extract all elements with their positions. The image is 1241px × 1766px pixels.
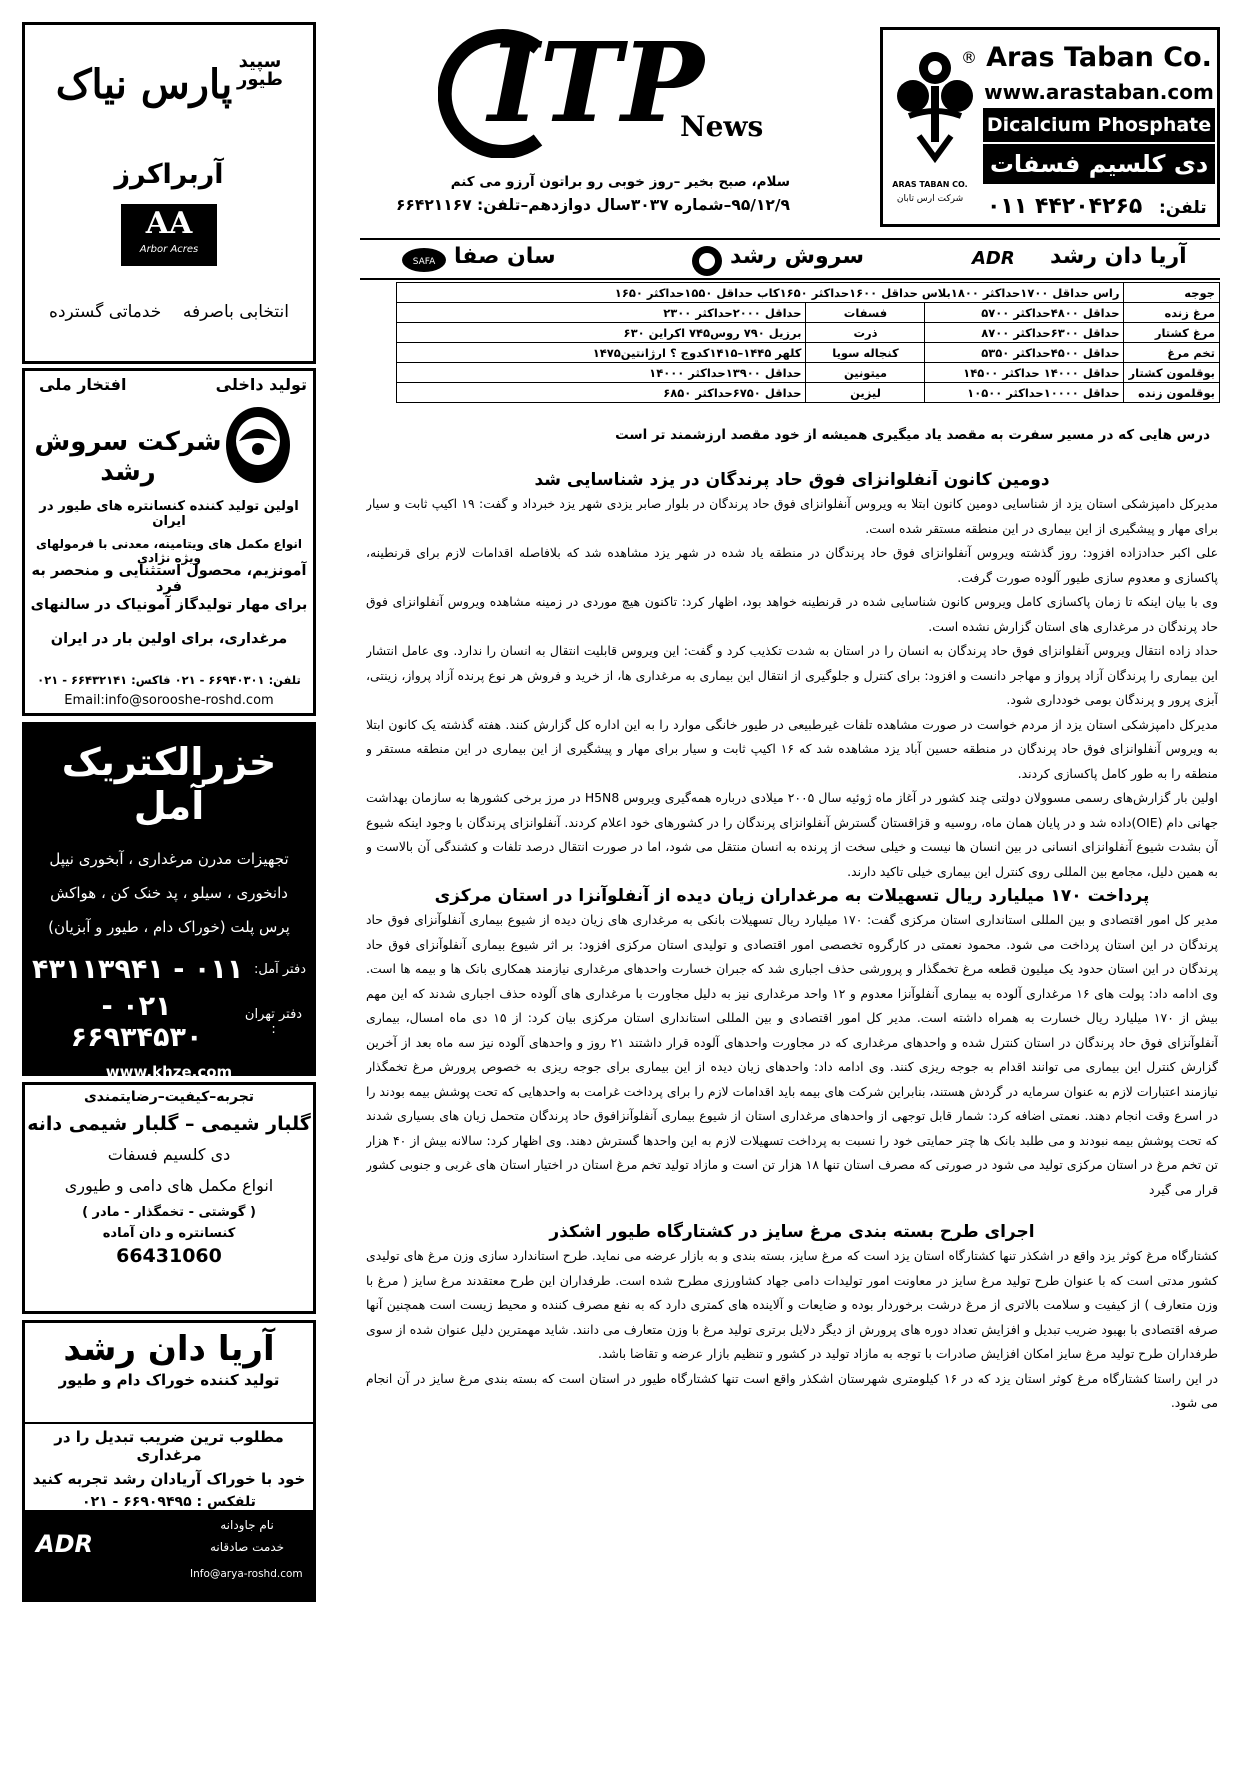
article-paragraph: کشتارگاه مرغ کوثر یزد واقع در اشکذر تنها کشتارگاه استان یزد است که مرغ سایز، بسته بندی و به بازار عرضه می نماید. طرح استاندارد سازی وزن مرغ های تولیدی کشور مدتی است که با عنوان طرح تولید مرغ سایز در معاونت امور تولیدات دامی جهاد کشاورزی مطرح شده است. طرفداران این طرح معتقدند مرغ سایز ( مرغ با وزن متعارف ) از کیفیت و سلامت بالاتری از مرغ درشت برخوردار بوده و ضایعات و آلاینده های کمتری دارد که به نفع مصرف کننده و محیط زیست است همچنین آنها صرفه اقتصادی با بهبود ضریب تبدیل و افزایش تعداد دوره های پرورش از دیگر دلایل برتری تولید مرغ با وزن متعارف می دانند. شاید مهمترین دلیل عنوان شده از سوی طرفداران طرح تولید مرغ سایز امکان افزایش صادرات با توجه به مازاد تولید در کشور و تنظیم بازار عرضه و تقاضا باشد. — [366, 1248, 1218, 1361]
ad-aras-taban — [880, 27, 1220, 227]
khazar-tehran-phone: ۰۲۱ - ۶۶۹۳۴۵۳۰ — [70, 991, 203, 1053]
price-row-category: لیزین — [806, 383, 925, 403]
ad-arya-dan-roshd — [22, 1320, 316, 1422]
itp-logo-sub: News — [680, 110, 764, 143]
sponsor-bar — [360, 238, 1220, 280]
article-markazi-loans — [366, 886, 1218, 1202]
soroush-line2: آمونزیم، محصول استثنایی و منحصر به فرد — [31, 563, 307, 595]
khazar-line3: پرس پلت (خوراک دام ، طیور و آبزیان) — [48, 918, 290, 936]
sun-safa-icon — [400, 246, 448, 274]
soroush-top-left: افتخار ملی — [39, 375, 127, 394]
ad-khazar-electric — [22, 722, 316, 1081]
khazar-amol-row — [22, 954, 316, 985]
golbar-line4: کنسانتره و دان آماده — [102, 1226, 236, 1241]
aras-registered: ® — [961, 48, 977, 67]
article-paragraph: اولین بار گزارش‌های رسمی مسوولان دولتی چند کشور در آغاز ماه ژوئیه سال ۲۰۰۵ میلادی درباره همه‌گیری ویروس H5N8 در مرز برخی کشورها به سازمان بهداشت جهانی دام (OIE)داده شد و در پایان همان ماه، روسیه و قزاقستان گسترش آنفلوانزای پرندگان را در کشورهای خود اعلام کردند. آنفلوانزای پرندگان با وجود اینکه شیوع آن بشدت شیوع آنفلوانزای انسانی در بین انسان ها نیست و خیلی سخت از پرنده به انسان منتقل می شود، اما در صورت انتقال درصد تلفات و کشندگی آن بالاست و به همین دلیل، مجامع بین المللی روی کنترل این بیماری خیلی تاکید دارند. — [366, 790, 1218, 879]
price-row — [397, 343, 1220, 363]
price-row-category: کنجاله سویا — [806, 343, 925, 363]
golbar-line1: دی کلسیم فسفات — [107, 1145, 231, 1164]
quote: درس هایی که در مسیر سفرت به مقصد یاد میگیری همیشه از خود مقصد ارزشمند تر است — [615, 427, 1210, 443]
soroush-top-right: تولید داخلی — [215, 375, 307, 394]
price-row-category-value: حداقل ۱۳۹۰۰حداکثر ۱۴۰۰۰ — [397, 363, 806, 383]
price-row-range: حداقل ۱۴۰۰۰ حداکثر ۱۴۵۰۰ — [925, 363, 1124, 383]
price-row-range: حداقل ۱۰۰۰۰حداکثر ۱۰۵۰۰ — [925, 383, 1124, 403]
arya-email[interactable]: Info@arya-roshd.com — [190, 1568, 303, 1580]
price-row-label: مرغ کشتار — [1124, 323, 1220, 343]
aras-product-fa: دی کلسیم فسفات — [983, 144, 1215, 184]
price-row — [397, 323, 1220, 343]
article-bird-flu-yazd — [366, 470, 1218, 884]
sponsor-sun-safa: سان صفا — [454, 244, 556, 269]
price-row-text: راس حداقل ۱۷۰۰حداکثر ۱۸۰۰بلاس حداقل ۱۶۰۰حداکثر ۱۶۵۰کاب حداقل ۱۵۵۰حداکثر ۱۶۵۰ — [397, 283, 1124, 303]
price-row — [397, 283, 1220, 303]
pars-niak-logo — [25, 25, 313, 115]
khazar-amol-label: دفتر آمل: — [253, 962, 306, 977]
price-row — [397, 383, 1220, 403]
arya-note2: خدمت صادقانه — [209, 1540, 285, 1554]
article-paragraph: حداد زاده انتقال ویروس آنفلوانزای فوق حاد پرندگان به انسان را در استان به شدت تکذیب کرد و گفت: این ویروس قابلیت انتقال به انسان را ندارد. وی عامل انتشار این بیماری را پرندگان آزاد پرواز و مهاجر دانست و افزود: برای کنترل و جلوگیری از انتقال این بیماری به مرغداری ها، از خرید و فروش هر نوع پرنده آزاد پرواز، زینتی، آبزی پرور و پرندگان بومی خودداری شود. — [366, 643, 1218, 707]
price-table — [396, 282, 1220, 403]
arya-slogan-box — [22, 1422, 316, 1510]
soroush-logo-icon — [223, 405, 293, 489]
soroush-email[interactable]: Email:info@sorooshe-roshd.com — [64, 693, 274, 708]
adr-small-logo: ADR — [972, 248, 1015, 269]
price-row-label: مرغ زنده — [1124, 303, 1220, 323]
price-row-range: حداقل ۴۸۰۰حداکثر ۵۷۰۰ — [925, 303, 1124, 323]
article-paragraph: مدیرکل دامپزشکی استان یزد از شناسایی دومین کانون ابتلا به ویروس آنفلوانزای فوق حاد پرندگان در بلوار صابر یزدی شهر یزد خبرداد و گفت: ۱۹ اکیپ ثابت و سیار برای مهار و پیشگیری از این بیماری در این منطقه مستقر شده است. — [366, 496, 1218, 536]
price-row-range: حداقل ۴۵۰۰حداکثر ۵۳۵۰ — [925, 343, 1124, 363]
aras-product-en: Dicalcium Phosphate — [983, 108, 1215, 142]
ad-pars-niak — [22, 22, 316, 364]
adr-logo: ADR — [36, 1530, 93, 1558]
article-title: اجرای طرح بسته بندی مرغ سایز در کشتارگاه طیور اشکذر — [549, 1222, 1035, 1242]
arya-note1: نام جاودانه — [220, 1518, 274, 1532]
soroush-line3: برای مهار تولیدگاز آمونیاک در سالنهای — [30, 597, 308, 613]
soroush-small-icon — [690, 244, 724, 278]
price-row-category: میتونین — [806, 363, 925, 383]
khazar-web[interactable]: www.khze.com — [105, 1063, 233, 1081]
price-row — [397, 363, 1220, 383]
golbar-line2: انواع مکمل های دامی و طیوری — [64, 1176, 274, 1195]
price-row-category: فسفات — [806, 303, 925, 323]
price-row-range: حداقل ۶۳۰۰حداکثر ۸۷۰۰ — [925, 323, 1124, 343]
aras-phone: ۰۱۱ ۴۴۲۰۴۲۶۵ — [987, 194, 1143, 219]
golbar-slogan: تجربه–کیفیت–رضایتمندی — [83, 1089, 255, 1105]
aras-logo-caption-fa: شرکت ارس تابان — [896, 194, 964, 204]
price-row-category-value: کلهر ۱۴۴۵–۱۴۱۵کدوج ؟ ارژانتین۱۴۷۵ — [397, 343, 806, 363]
article-paragraph: علی اکبر حدادزاده افزود: روز گذشته ویروس آنفلوانزای فوق حاد پرندگان در منطقه یاد شده در شهر یزد مشاهده شد که بلافاصله اقدامات لازم برای قرنطینه، پاکسازی و معدوم سازی طیور آلوده صورت گرفت. — [366, 545, 1218, 585]
khazar-amol-phone: ۰۱۱ - ۴۳۱۱۳۹۴۱ — [32, 954, 244, 985]
pars-niak-brand: پارس نیاک — [55, 61, 233, 108]
arbor-acres-logo — [121, 204, 217, 266]
soroush-line1: انواع مکمل های ویتامینه، معدنی با فرمولهای ویژه نژادی — [36, 537, 302, 565]
arya-footer — [22, 1510, 316, 1602]
article-title: پرداخت ۱۷۰ میلیارد ریال تسهیلات به مرغداران زیان دیده از آنفلوآنزا در استان مرکزی — [434, 886, 1150, 906]
pars-niak-tagline: انتخابی باصرفه خدماتی گسترده — [49, 302, 289, 322]
arbor-acres-logo-text: Arbor Acres — [139, 244, 199, 255]
sun-safa-logo-text: SAFA — [412, 257, 436, 267]
khazar-tehran-label: دفتر تهران : — [244, 1007, 303, 1037]
arya-line1: مطلوب ترین ضریب تبدیل را در مرغداری — [54, 1428, 284, 1464]
soroush-phone: تلفن: ۶۶۹۴۰۳۰۱ - ۰۲۱ فاکس: ۶۶۴۳۲۱۴۱ - ۰۲۱ — [37, 673, 301, 687]
arya-line2: خود با خوراک آریادان رشد تجربه کنید — [32, 1470, 306, 1488]
article-paragraph: وی با بیان اینکه تا زمان پاکسازی کامل ویروس کانون شناسایی شده در قرنطینه خواهد بود، اظهار کرد: تاکنون هیچ موردی در زمینه مشاهده ویروس آنفلوانزای فوق حاد پرندگان در مرغداری های استان گزارش نشده است. — [366, 594, 1218, 634]
masthead — [395, 18, 790, 214]
articles-column — [366, 470, 1218, 1732]
aras-company: Aras Taban Co. — [986, 42, 1212, 73]
itp-logo-text: ITP — [488, 18, 705, 147]
price-row-category: ذرت — [806, 323, 925, 343]
soroush-company: شرکت سروش رشد — [34, 427, 222, 487]
arya-phone: تلفکس : ۶۶۹۰۹۴۹۵ - ۰۲۱ — [82, 1494, 256, 1510]
price-row-category-value: برزیل ۷۹۰ روس۷۴۵ اکراین ۶۳۰ — [397, 323, 806, 343]
price-row-label: تخم مرغ — [1124, 343, 1220, 363]
khazar-line1: تجهیزات مدرن مرغداری ، آبخوری نیپل — [49, 850, 289, 868]
khazar-line2: دانخوری ، سیلو ، پد خنک کن ، هواکش — [50, 884, 288, 902]
price-row-category-value: حداقل ۶۷۵۰حداکثر ۶۸۵۰ — [397, 383, 806, 403]
article-paragraph: در این راستا کشتارگاه مرغ کوثر استان یزد که در ۱۶ کیلومتری شهرستان اشکذر واقع است تنها کشتارگاه طیور در استان است که بسته بندی مرغ سایز در آن انجام می شود. — [366, 1370, 1218, 1410]
aras-logo-caption-en: ARAS TABAN CO. — [892, 180, 968, 189]
golbar-title: گلبار شیمی – گلبار شیمی دانه — [27, 1113, 311, 1135]
article-paragraph: مدیرکل دامپزشکی استان یزد از مردم خواست در صورت مشاهده تلفات غیرطبیعی در طیور خانگی موارد را به این اداره کل گزارش کنند. هفته گذشته یک کانون ابتلا به ویروس آنفلوانزای فوق حاد پرندگان در منطقه حسین آباد یزد مشاهده شد که ۱۶ اکیپ ثابت و سیار برای مهار و پیشگیری از این بیماری در این منطقه مستقر و منطقه را به طور کامل پاکسازی کردند. — [366, 716, 1218, 781]
golbar-line3: ( گوشتی - تخمگذار - مادر ) — [82, 1205, 256, 1220]
ad-golbar-shimi — [22, 1082, 316, 1314]
aa-glyph: AA — [145, 206, 193, 241]
article-title: دومین کانون آنفلوانزای فوق حاد پرندگان در یزد شناسایی شد — [534, 470, 1050, 490]
price-row-label: بوقلمون کشتار — [1124, 363, 1220, 383]
sponsor-soroush: سروش رشد — [730, 244, 865, 269]
pars-niak-brand-small: سپید طیور — [237, 51, 283, 90]
price-row-category-value: حداقل ۲۰۰۰حداکثر ۲۳۰۰ — [397, 303, 806, 323]
arya-title: آریا دان رشد — [63, 1329, 275, 1369]
golbar-phone: 66431060 — [116, 1245, 222, 1267]
soroush-line4: مرغداری، برای اولین بار در ایران — [50, 631, 288, 647]
article-ashkezar-packaging — [366, 1222, 1218, 1416]
price-row — [397, 303, 1220, 323]
price-row-label: بوقلمون زنده — [1124, 383, 1220, 403]
aras-phone-label: تلفن: — [1159, 198, 1207, 218]
sponsor-arya: آریا دان رشد — [1050, 244, 1187, 269]
price-row-label: جوجه — [1124, 283, 1220, 303]
aras-web[interactable]: www.arastaban.com — [984, 80, 1214, 104]
masthead-issue: ۹۵/۱۲/۹–شماره ۳۰۳۷سال دوازدهم–تلفن: ۶۶۴۲۱۱۶۷ — [395, 196, 790, 214]
masthead-greeting: سلام، صبح بخیر –روز خوبی رو براتون آرزو می کنم — [450, 174, 790, 190]
article-paragraph: مدیر کل امور اقتصادی و بین المللی استانداری استان مرکزی گفت: ۱۷۰ میلیارد ریال تسهیلات بانکی به مرغداری های زیان دیده از شیوع بیماری آنفلوآنزای فوق حاد پرندگان در این استان پرداخت می شود. محمود نعمتی در کارگروه تخصصی امور اقتصادی و تولیدی استان مرکزی افزود: بر اثر شیوع بیماری آنفلوآنزای فوق حاد پرندگان در این استان حدود یک میلیون قطعه مرغ تخمگذار و پرورشی حذف اجباری شد که جبران خسارت واحدهای مرغداری نیازمند همکاری بانک ها و بیمه ها است. وی ادامه داد: پولت های ۱۶ مرغداری آلوده به بیماری آنفلوآنزا معدوم و ۱۲ واحد مرغداری نیز به دلیل مجاورت با مرغداری های آلوده حذف اجباری شدند که این مهم بیش از ۱۷۰ میلیارد ریال خسارت به همراه داشته است. مدیر کل امور اقتصادی و بین المللی استانداری استان مرکزی بیان کرد: از ۱۵ دی ماه امسال، بیماری آنفلوآنزای فوق حاد پرندگان در استان کنترل شده و واحدهای مرغداری که در مجاورت واحدهای آلوده قرار داشتند ۲۱ روز و واحدهای آلوده نیز سه ماه بعد از آخرین گزارش کنترل این بیماری می توانند اقدام به جوجه ریزی کنند. وی ادامه داد: واحدهای زیان دیده از این بیماری برای جوجه ریزی به خصوص پرورش مرغ تخمگذار نیازمند اعتبارات لازم به عنوان سرمایه در گردش هستند، بنابراین شرکت های بیمه باید اقدامات لازم را برای پرداخت غرامت به واحدهایی که تحت پوشش بیمه بودند را در اسرع وقت انجام دهند. نعمتی اضافه کرد: شمار قابل توجهی از واحدهای مرغداری استان از شیوع بیماری آنفلوآنزافوق حاد پرندگان متحمل زیان های بسیاری شدند که تحت پوشش بیمه نبودند و می طلبد بانک ها چتر حمایتی خود را نسبت به پرداخت تسهیلات لازم به این واحدها گسترش دهند. وی اظهار کرد: سالانه بیش از ۴۰ هزار تن تخم مرغ در استان مرکزی تولید می شود در صورتی که مصرف استان تنها ۱۸ هزار تن است و مازاد تولید تخم مرغ استان در اختیار استان های غربی و جنوبی کشور قرار می گیرد — [366, 912, 1218, 1197]
arya-subtitle: تولید کننده خوراک دام و طیور — [58, 1371, 280, 1389]
arbor-acres-product: آربراکرز — [114, 159, 224, 190]
soroush-subtitle: اولین تولید کننده کنسانتره های طیور در ایران — [39, 499, 299, 529]
khazar-title: خزرالکتریک آمل — [61, 740, 277, 828]
khazar-tehran-row — [22, 991, 316, 1053]
ad-soroush-roshd — [22, 368, 316, 716]
